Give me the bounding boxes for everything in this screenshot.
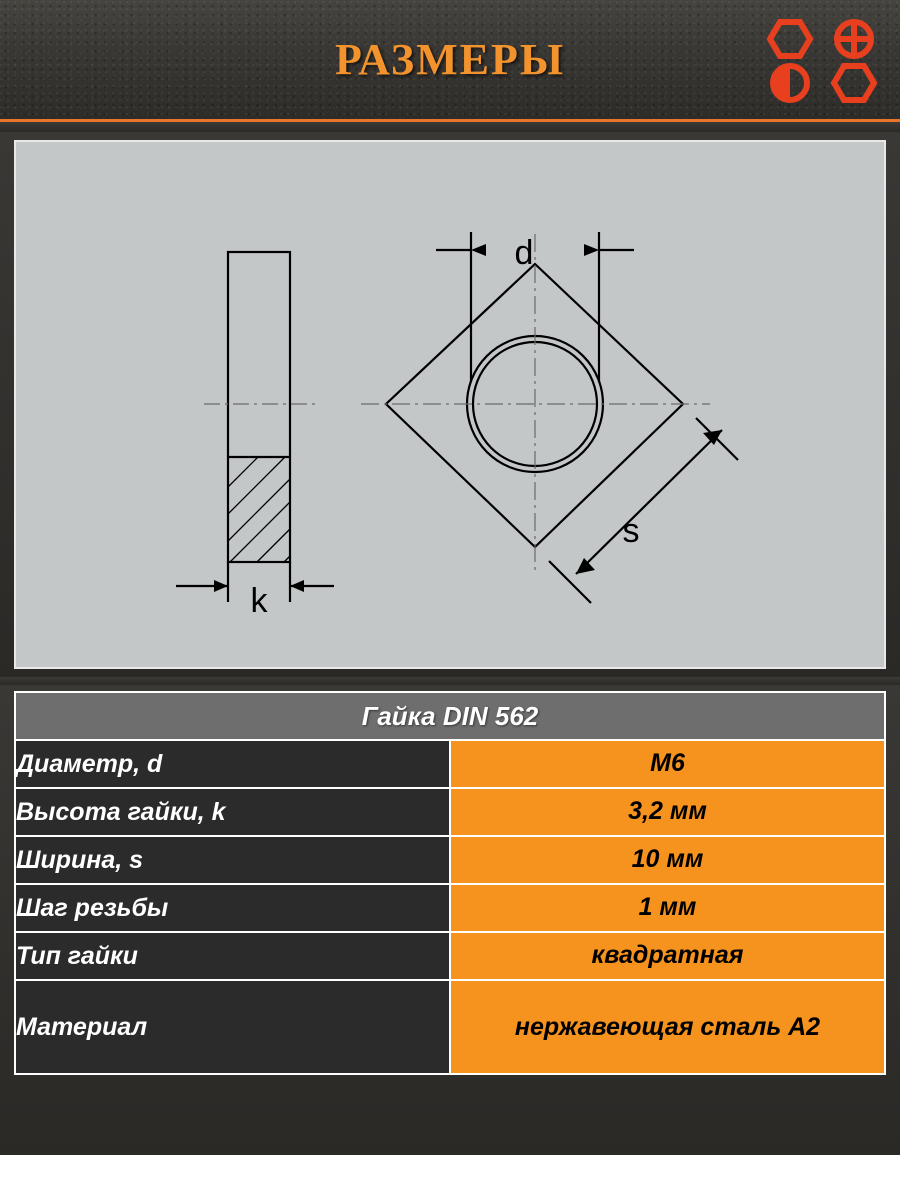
row-label-width: Ширина, s [15,836,450,884]
row-value-nut-type: квадратная [450,932,885,980]
table-row [15,836,885,884]
label-width: s [622,512,640,550]
row-label-nut-type: Тип гайки [15,932,450,980]
drawing-section [0,132,900,677]
technical-drawing-panel [14,140,886,669]
page-title: РАЗМЕРЫ [334,35,566,84]
divider-strip-top [0,122,900,132]
row-value-height: 3,2 мм [450,788,885,836]
row-label-diameter: Диаметр, d [15,740,450,788]
row-label-height: Высота гайки, k [15,788,450,836]
row-value-thread-pitch: 1 мм [450,884,885,932]
table-row [15,980,885,1074]
spec-table-section [0,685,900,1155]
row-value-width: 10 мм [450,836,885,884]
table-title: Гайка DIN 562 [15,692,885,740]
label-diameter: d [514,234,534,272]
table-row [15,788,885,836]
hex-nut-logo [766,18,882,104]
label-height: k [250,582,268,620]
header-bar [0,0,900,122]
spec-table [14,691,886,1075]
row-value-material: нержавеющая сталь А2 [450,980,885,1074]
row-label-material: Материал [15,980,450,1074]
table-row [15,932,885,980]
table-title-row [15,692,885,740]
row-value-diameter: М6 [450,740,885,788]
table-row [15,740,885,788]
table-row [15,884,885,932]
divider-strip-bottom [0,677,900,685]
row-label-thread-pitch: Шаг резьбы [15,884,450,932]
